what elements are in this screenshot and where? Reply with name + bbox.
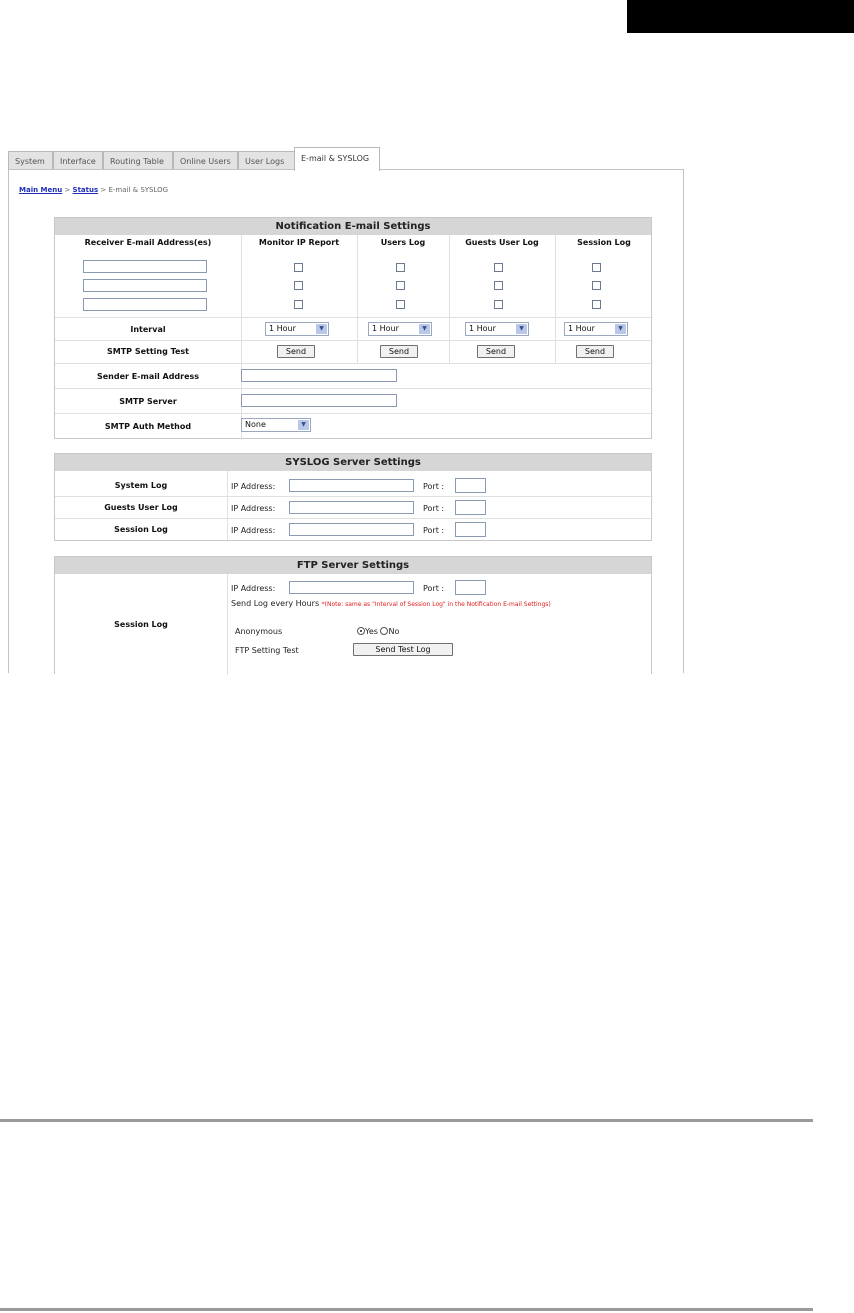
chevron-down-icon: ▼: [298, 420, 309, 430]
ip-address-label: IP Address:: [231, 526, 276, 535]
send-every-label: Send Log every Hours: [231, 599, 320, 608]
syslog-guests-user-log-label: Guests User Log: [104, 503, 178, 512]
column-header-session-log: Session Log: [577, 238, 631, 247]
section-title: SYSLOG Server Settings: [55, 454, 651, 471]
divider: [55, 413, 653, 414]
select-value: 1 Hour: [568, 324, 595, 333]
syslog-section: [54, 453, 652, 541]
divider: [55, 388, 653, 389]
no-label: No: [388, 627, 400, 636]
breadcrumb-separator: >: [98, 186, 109, 194]
tab-bar: [8, 145, 684, 170]
ftp-setting-test-label: FTP Setting Test: [235, 646, 299, 655]
smtp-test-label: SMTP Setting Test: [106, 347, 190, 356]
chevron-down-icon: ▼: [316, 324, 327, 334]
users-log-send-button[interactable]: Send: [380, 345, 418, 358]
ftp-send-interval-text: [231, 599, 641, 609]
guests-user-log-checkbox-3[interactable]: [494, 300, 503, 309]
syslog-system-log-ip-input[interactable]: [289, 479, 414, 492]
smtp-auth-label: SMTP Auth Method: [104, 422, 192, 431]
guests-user-log-checkbox-1[interactable]: [494, 263, 503, 272]
anonymous-radio-group: [357, 627, 399, 636]
session-log-interval-select[interactable]: [564, 322, 628, 336]
header-black-box: [627, 0, 854, 33]
tab-email-syslog[interactable]: E-mail & SYSLOG: [294, 147, 380, 171]
tab-system[interactable]: System: [8, 151, 53, 170]
divider: [241, 235, 242, 363]
divider: [55, 340, 653, 341]
send-test-log-button[interactable]: Send Test Log: [353, 643, 453, 656]
guests-user-log-interval-select[interactable]: [465, 322, 529, 336]
syslog-system-log-port-input[interactable]: [455, 478, 486, 493]
monitor-ip-checkbox-1[interactable]: [294, 263, 303, 272]
smtp-server-input[interactable]: [241, 394, 397, 407]
column-header-guests-user-log: Guests User Log: [465, 238, 539, 247]
port-label: Port :: [423, 584, 445, 593]
divider: [449, 235, 450, 363]
interval-label: Interval: [130, 325, 166, 334]
anonymous-yes-radio[interactable]: [357, 627, 365, 635]
divider: [555, 235, 556, 363]
syslog-session-log-label: Session Log: [114, 525, 168, 534]
port-label: Port :: [423, 504, 445, 513]
horizontal-rule: [0, 1308, 813, 1311]
monitor-ip-interval-select[interactable]: [265, 322, 329, 336]
chevron-down-icon: ▼: [419, 324, 430, 334]
guests-user-log-checkbox-2[interactable]: [494, 281, 503, 290]
breadcrumb-current: E-mail & SYSLOG: [108, 186, 169, 194]
ftp-session-log-label: Session Log: [114, 620, 168, 629]
syslog-guests-user-log-port-input[interactable]: [455, 500, 486, 515]
divider: [357, 235, 358, 363]
users-log-checkbox-1[interactable]: [396, 263, 405, 272]
users-log-interval-select[interactable]: [368, 322, 432, 336]
syslog-guests-user-log-ip-input[interactable]: [289, 501, 414, 514]
select-value: None: [245, 420, 266, 429]
ftp-section: [54, 556, 652, 674]
breadcrumb-separator: >: [62, 186, 73, 194]
section-title: FTP Server Settings: [55, 557, 651, 574]
session-log-send-button[interactable]: Send: [576, 345, 614, 358]
tab-routing-table[interactable]: Routing Table: [103, 151, 173, 170]
section-title: Notification E-mail Settings: [55, 218, 651, 235]
column-header-receiver: Receiver E-mail Address(es): [84, 238, 212, 247]
column-header-monitor-ip: Monitor IP Report: [258, 238, 340, 247]
chevron-down-icon: ▼: [516, 324, 527, 334]
column-header-users-log: Users Log: [380, 238, 426, 247]
select-value: 1 Hour: [372, 324, 399, 333]
receiver-email-input-2[interactable]: [83, 279, 207, 292]
divider: [227, 574, 228, 675]
router-admin-screenshot: [8, 145, 684, 673]
tab-user-logs[interactable]: User Logs: [238, 151, 295, 170]
sender-email-label: Sender E-mail Address: [96, 372, 200, 381]
ip-address-label: IP Address:: [231, 504, 276, 513]
syslog-session-log-ip-input[interactable]: [289, 523, 414, 536]
tab-interface[interactable]: Interface: [53, 151, 103, 170]
ip-address-label: IP Address:: [231, 482, 276, 491]
divider: [55, 363, 653, 364]
divider: [55, 317, 653, 318]
divider: [55, 496, 653, 497]
select-value: 1 Hour: [469, 324, 496, 333]
breadcrumb-main-menu-link[interactable]: Main Menu: [19, 186, 63, 194]
ftp-ip-input[interactable]: [289, 581, 414, 594]
ip-address-label: IP Address:: [231, 584, 276, 593]
horizontal-rule: [0, 1119, 813, 1122]
receiver-email-input-3[interactable]: [83, 298, 207, 311]
monitor-ip-checkbox-3[interactable]: [294, 300, 303, 309]
port-label: Port :: [423, 482, 445, 491]
yes-label: Yes: [365, 627, 378, 636]
divider: [227, 471, 228, 542]
users-log-checkbox-2[interactable]: [396, 281, 405, 290]
syslog-system-log-label: System Log: [114, 481, 168, 490]
ftp-port-input[interactable]: [455, 580, 486, 595]
tab-online-users[interactable]: Online Users: [173, 151, 238, 170]
port-label: Port :: [423, 526, 445, 535]
smtp-auth-select[interactable]: [241, 418, 311, 432]
select-value: 1 Hour: [269, 324, 296, 333]
breadcrumb-status-link[interactable]: Status: [72, 186, 99, 194]
divider: [55, 518, 653, 519]
syslog-session-log-port-input[interactable]: [455, 522, 486, 537]
smtp-server-label: SMTP Server: [119, 397, 177, 406]
guests-user-log-send-button[interactable]: Send: [477, 345, 515, 358]
monitor-ip-send-button[interactable]: Send: [277, 345, 315, 358]
content-panel: [8, 169, 684, 673]
session-log-checkbox-1[interactable]: [592, 263, 601, 272]
monitor-ip-checkbox-2[interactable]: [294, 281, 303, 290]
anonymous-label: Anonymous: [235, 627, 283, 636]
breadcrumb: [19, 186, 168, 194]
chevron-down-icon: ▼: [615, 324, 626, 334]
notification-email-section: [54, 217, 652, 439]
session-log-checkbox-3[interactable]: [592, 300, 601, 309]
interval-note: *(Note: same as "Interval of Session Log" in the Notification E-mail Settings): [321, 601, 551, 608]
session-log-checkbox-2[interactable]: [592, 281, 601, 290]
receiver-email-input-1[interactable]: [83, 260, 207, 273]
users-log-checkbox-3[interactable]: [396, 300, 405, 309]
sender-email-input[interactable]: [241, 369, 397, 382]
